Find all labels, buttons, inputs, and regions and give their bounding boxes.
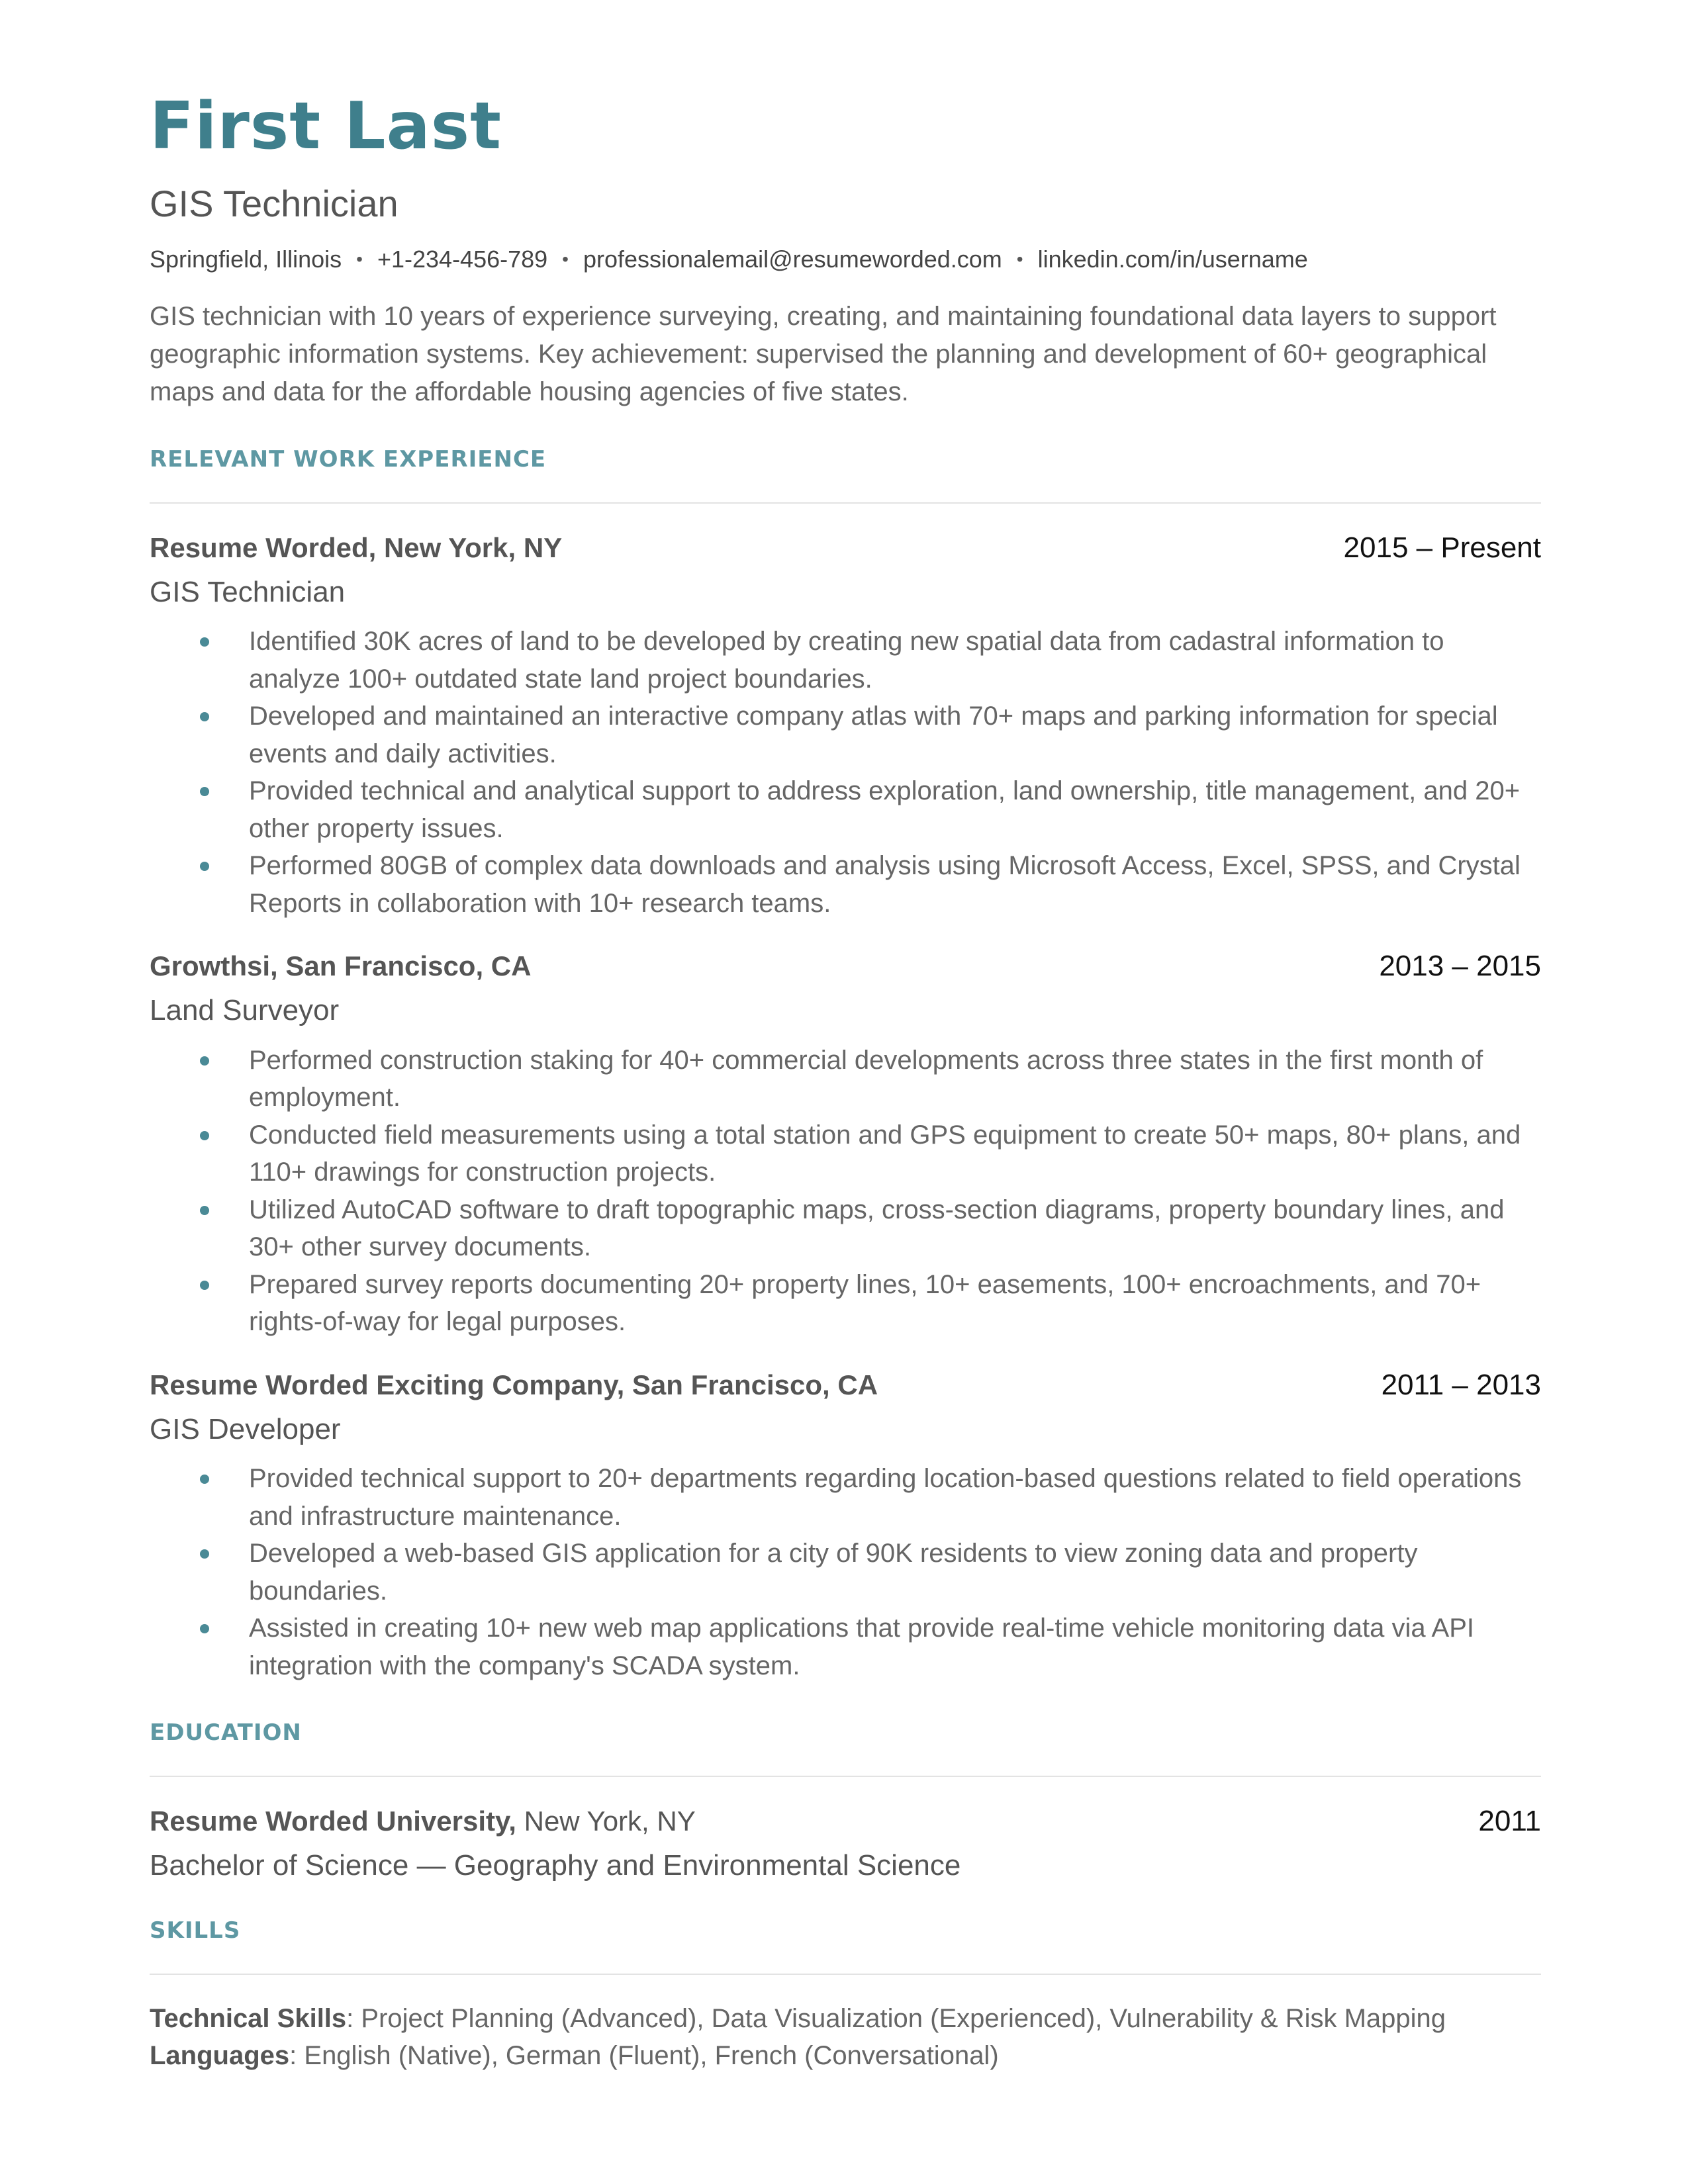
job-dates: 2011 – 2013 — [1381, 1368, 1541, 1401]
bullet-dot-icon — [200, 637, 209, 647]
job-dates: 2013 – 2015 — [1379, 950, 1541, 983]
job-entry — [150, 1369, 1541, 1684]
contact-separator: • — [562, 249, 569, 269]
bullet-dot-icon — [200, 1206, 209, 1215]
job-role: Land Surveyor — [150, 994, 340, 1027]
job-role: GIS Developer — [150, 1412, 341, 1445]
bullet-dot-icon — [200, 862, 209, 871]
job-company: Resume Worded, New York, NY — [150, 532, 563, 563]
bullet-item: Utilized AutoCAD software to draft topographic maps, cross-section diagrams, property boundary lines, and 30+ other survey documents. — [150, 1191, 1541, 1266]
contact-location: Springfield, Illinois — [150, 246, 342, 273]
job-company: Resume Worded Exciting Company, San Francisco, CA — [150, 1369, 878, 1400]
job-bullets — [150, 1042, 1541, 1341]
section-divider — [150, 502, 1541, 504]
bullet-dot-icon — [200, 712, 209, 721]
bullet-dot-icon — [200, 1624, 209, 1633]
experience-heading: RELEVANT WORK EXPERIENCE — [150, 446, 547, 473]
section-divider — [150, 1776, 1541, 1777]
bullet-item: Performed 80GB of complex data downloads and analysis using Microsoft Access, Excel, SPSS, and Crystal Reports in collaboration with 10+ research teams. — [150, 847, 1541, 922]
job-entry — [150, 531, 1541, 922]
bullet-dot-icon — [200, 787, 209, 796]
education-degree: Bachelor of Science — Geography and Environmental Science — [150, 1849, 961, 1882]
languages-line: Languages: English (Native), German (Fluent), French (Conversational) — [150, 2040, 999, 2070]
education-year: 2011 — [1478, 1805, 1541, 1838]
job-entry — [150, 950, 1541, 1340]
bullet-dot-icon — [200, 1131, 209, 1140]
education-location: New York, NY — [524, 1805, 696, 1837]
bullet-dot-icon — [200, 1056, 209, 1066]
job-dates: 2015 – Present — [1343, 531, 1541, 564]
education-heading: EDUCATION — [150, 1719, 302, 1747]
bullet-dot-icon — [200, 1475, 209, 1484]
bullet-dot-icon — [200, 1281, 209, 1290]
contact-line — [150, 248, 1541, 271]
contact-email[interactable]: professionalemail@resumeworded.com — [583, 246, 1002, 273]
candidate-title: GIS Technician — [150, 183, 399, 224]
job-bullets — [150, 1460, 1541, 1684]
summary-paragraph: GIS technician with 10 years of experience surveying, creating, and maintaining foundational data layers to support geographic information systems. Key achievement: supervised the planning and development of 60+ geographical maps and data for the affordable housing agencies of five states. — [150, 302, 1497, 406]
job-role: GIS Technician — [150, 576, 346, 608]
education-entry — [150, 1805, 1541, 1882]
bullet-item: Developed a web-based GIS application for a city of 90K residents to view zoning data and property boundaries. — [150, 1535, 1541, 1610]
education-school: Resume Worded University, New York, NY — [150, 1805, 696, 1837]
bullet-item: Provided technical support to 20+ departments regarding location-based questions related to field operations and infrastructure maintenance. — [150, 1460, 1541, 1535]
job-bullets — [150, 623, 1541, 922]
bullet-item: Identified 30K acres of land to be developed by creating new spatial data from cadastral information to analyze 100+ outdated state land project boundaries. — [150, 623, 1541, 698]
contact-linkedin[interactable]: linkedin.com/in/username — [1037, 246, 1308, 273]
bullet-dot-icon — [200, 1549, 209, 1559]
bullet-item: Conducted field measurements using a total station and GPS equipment to create 50+ maps, 80+ plans, and 110+ drawings for construction projects. — [150, 1116, 1541, 1191]
bullet-item: Assisted in creating 10+ new web map applications that provide real-time vehicle monitoring data via API integration with the company's SCADA system. — [150, 1610, 1541, 1684]
candidate-name: First Last — [150, 89, 502, 164]
section-divider — [150, 1974, 1541, 1975]
contact-separator: • — [1016, 249, 1023, 269]
bullet-item: Provided technical and analytical support to address exploration, land ownership, title management, and 20+ other property issues. — [150, 772, 1541, 847]
contact-phone: +1-234-456-789 — [377, 246, 548, 273]
skills-heading: SKILLS — [150, 1917, 241, 1944]
bullet-item: Developed and maintained an interactive company atlas with 70+ maps and parking information for special events and daily activities. — [150, 698, 1541, 772]
bullet-item: Performed construction staking for 40+ commercial developments across three states in the first month of employment. — [150, 1042, 1541, 1116]
skills-block — [150, 2000, 1541, 2074]
bullet-item: Prepared survey reports documenting 20+ property lines, 10+ easements, 100+ encroachments, and 70+ rights-of-way for legal purposes. — [150, 1266, 1541, 1341]
technical-skills-line: Technical Skills: Project Planning (Advanced), Data Visualization (Experienced), Vulnerability & Risk Mapping — [150, 2003, 1446, 2033]
job-company: Growthsi, San Francisco, CA — [150, 950, 532, 982]
contact-separator: • — [356, 249, 363, 269]
